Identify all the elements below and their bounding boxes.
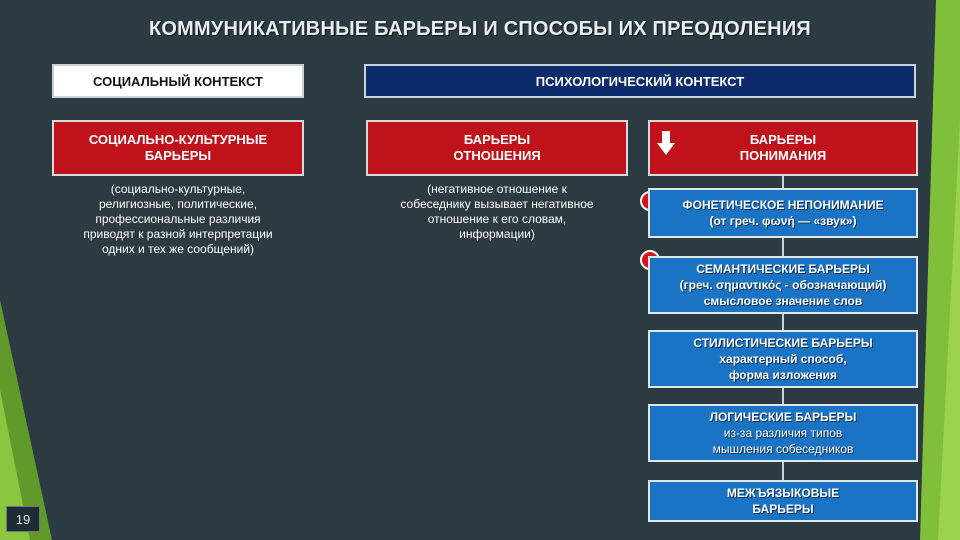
relation-barriers-box — [366, 120, 628, 176]
semantic-title: СЕМАНТИЧЕСКИЕ БАРЬЕРЫ — [696, 262, 870, 276]
understanding-title-line1: БАРЬЕРЫ — [749, 132, 817, 147]
sociocultural-title-line1: СОЦИАЛЬНО-КУЛЬТУРНЫЕ — [88, 132, 268, 147]
semantic-subtitle: (греч. σημαντικός - обозначающий) — [679, 278, 887, 292]
slide-title: КОММУНИКАТИВНЫЕ БАРЬЕРЫ И СПОСОБЫ ИХ ПРЕОДОЛЕНИЯ — [149, 18, 811, 40]
understanding-title-line2: ПОНИМАНИЯ — [739, 148, 827, 163]
semantic-barrier-box — [648, 256, 918, 314]
relation-desc-line: информации) — [459, 227, 535, 241]
relation-desc-line: (негативное отношение к — [427, 182, 567, 196]
relation-desc-line: собеседнику вызывает негативное — [400, 197, 594, 211]
understanding-barriers-box — [648, 120, 918, 176]
sociocultural-desc-line: религиозные, политические, — [98, 197, 258, 211]
interlingual-line1: МЕЖЪЯЗЫКОВЫЕ — [726, 486, 840, 500]
interlingual-line2: БАРЬЕРЫ — [752, 502, 814, 516]
page-number: 19 — [6, 506, 40, 532]
stylistic-line2: форма изложения — [728, 368, 838, 382]
logical-line1: из-за различия типов — [723, 426, 843, 440]
phonetic-title: ФОНЕТИЧЕСКОЕ НЕПОНИМАНИЕ — [682, 198, 884, 212]
relation-description — [366, 182, 628, 242]
relation-title-line1: БАРЬЕРЫ — [463, 132, 531, 147]
phonetic-barrier-box — [648, 188, 918, 238]
stylistic-title: СТИЛИСТИЧЕСКИЕ БАРЬЕРЫ — [693, 336, 873, 350]
social-context-label: СОЦИАЛЬНЫЙ КОНТЕКСТ — [93, 73, 263, 89]
sociocultural-desc-line: профессиональные различия — [95, 212, 261, 226]
semantic-extra: смысловое значение слов — [703, 294, 863, 308]
stylistic-barrier-box — [648, 330, 918, 388]
social-context-header — [52, 64, 304, 98]
sociocultural-description — [52, 182, 304, 257]
psychological-context-header — [364, 64, 916, 98]
down-arrow-icon — [657, 131, 675, 155]
sociocultural-desc-line: приводят к разной интерпретации — [83, 227, 273, 241]
interlingual-barrier-box — [648, 480, 918, 522]
stylistic-line1: характерный способ, — [719, 352, 847, 366]
sociocultural-title-line2: БАРЬЕРЫ — [144, 148, 212, 163]
sociocultural-desc-line: (социально-культурные, — [110, 182, 246, 196]
sociocultural-desc-line: одних и тех же сообщений) — [101, 242, 255, 256]
relation-title-line2: ОТНОШЕНИЯ — [453, 148, 541, 163]
logical-title: ЛОГИЧЕСКИЕ БАРЬЕРЫ — [709, 410, 857, 424]
logical-barrier-box — [648, 404, 918, 462]
relation-desc-line: отношение к его словам, — [427, 212, 567, 226]
green-decor-left — [0, 300, 52, 540]
logical-line2: мышления собеседников — [712, 442, 854, 456]
phonetic-subtitle: (от греч. φωνή — «звук») — [709, 214, 857, 228]
psychological-context-label: ПСИХОЛОГИЧЕСКИЙ КОНТЕКСТ — [535, 73, 745, 89]
sociocultural-barriers-box — [52, 120, 304, 176]
